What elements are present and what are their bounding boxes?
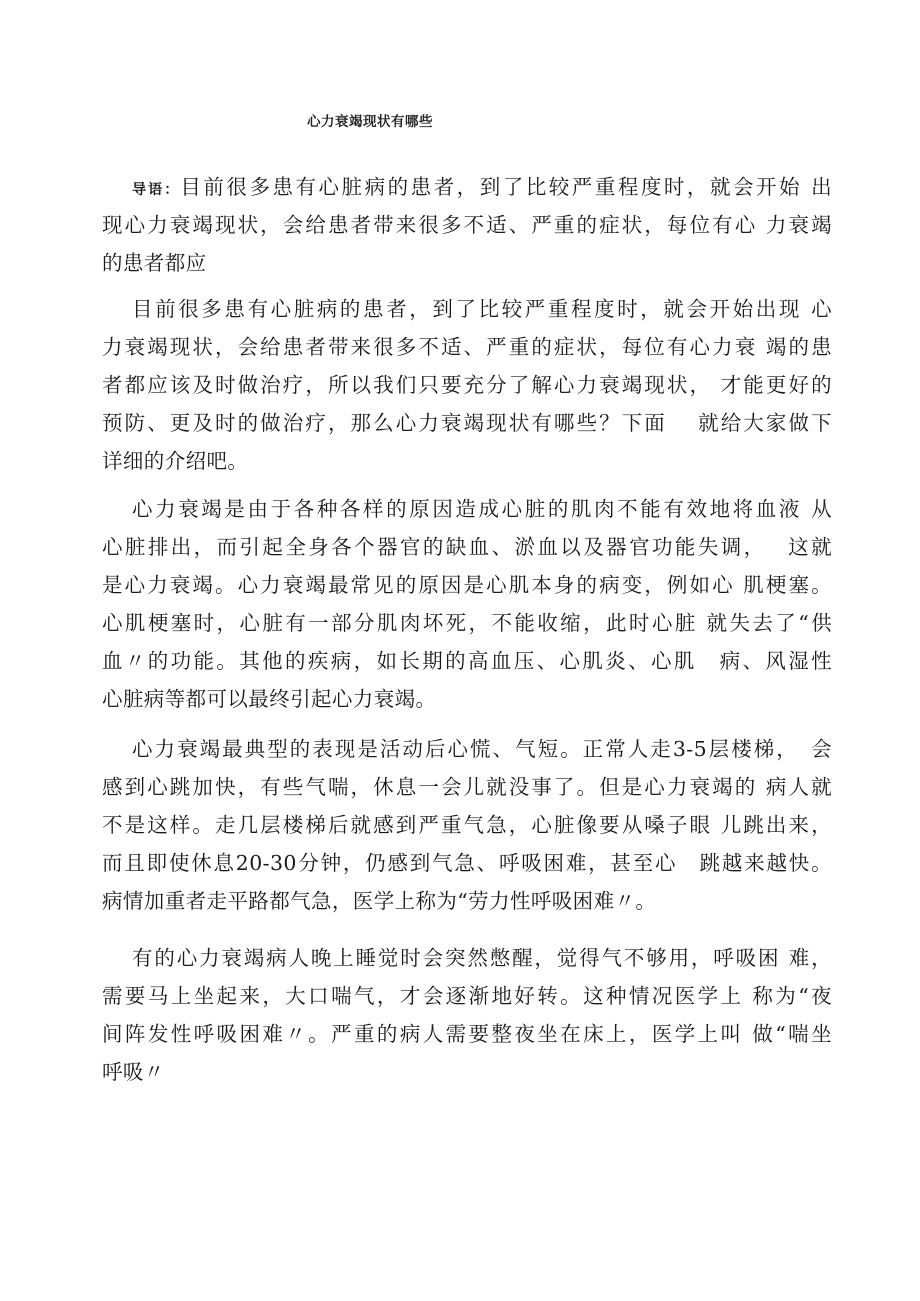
intro-line-3: 的患者都应 <box>102 251 207 275</box>
paragraph-line: 心脏病等都可以最终引起心力衰竭。 <box>102 687 437 711</box>
paragraph-line: 心脏排出，而引起全身各个器官的缺血、淤血以及器官功能失调， 这就 <box>102 535 832 559</box>
intro-line-1 <box>102 168 832 206</box>
paragraph-line: 详细的介绍吧。 <box>102 449 249 473</box>
paragraph-line: 心肌梗塞时，心脏有一部分肌肉坏死，不能收缩，此时心脏 就失去了“供 <box>102 611 832 635</box>
paragraph-4 <box>102 939 832 1091</box>
intro-label: 导语： <box>132 182 181 198</box>
paragraph-line: 者都应该及时做治疗，所以我们只要充分了解心力衰竭现状， 才能更好的 <box>102 373 832 397</box>
paragraph-line: 不是这样。走几层楼梯后就感到严重气急，心脏像要从嗓子眼 儿跳出来， <box>102 813 832 837</box>
paragraph-line: 呼吸〃 <box>102 1060 165 1084</box>
paragraph-1 <box>102 290 832 480</box>
paragraph-line: 力衰竭现状，会给患者带来很多不适、严重的症状，每位有心力衰 竭的患 <box>102 335 832 359</box>
paragraph-line: 感到心跳加快，有些气喘，休息一会儿就没事了。但是心力衰竭的 病人就 <box>102 775 832 799</box>
paragraph-line: 病情加重者走平路都气急，医学上称为“劳力性呼吸困难〃。 <box>102 889 657 913</box>
paragraph-2 <box>102 490 832 718</box>
document-title: 心力衰竭现状有哪些 <box>307 114 433 130</box>
intro-line-2: 现心力衰竭现状，会给患者带来很多不适、严重的症状，每位有心 力衰竭 <box>102 213 832 237</box>
paragraph-line: 心力衰竭是由于各种各样的原因造成心脏的肌肉不能有效地将血液 从 <box>132 497 832 521</box>
paragraph-line: 是心力衰竭。心力衰竭最常见的原因是心肌本身的病变，例如心 肌梗塞。 <box>102 573 832 597</box>
intro-line-1-text: 目前很多患有心脏病的患者，到了比较严重程度时，就会开始 出 <box>180 175 832 199</box>
paragraph-line: 目前很多患有心脏病的患者，到了比较严重程度时，就会开始出现 心 <box>132 297 832 321</box>
paragraph-line: 间阵发性呼吸困难〃。严重的病人需要整夜坐在床上，医学上叫 做“喘坐 <box>102 1022 832 1046</box>
paragraph-line: 有的心力衰竭病人晚上睡觉时会突然憋醒，觉得气不够用，呼吸困 难， <box>132 946 832 970</box>
paragraph-line: 需要马上坐起来，大口喘气，才会逐渐地好转。这种情况医学上 称为“夜 <box>102 984 832 1008</box>
paragraph-line: 而且即使休息20-30分钟，仍感到气急、呼吸困难，甚至心 跳越来越快。 <box>102 851 832 875</box>
intro-paragraph <box>102 168 832 282</box>
paragraph-line: 心力衰竭最典型的表现是活动后心慌、气短。正常人走3-5层楼梯， 会 <box>132 737 832 761</box>
paragraph-3 <box>102 730 832 920</box>
paragraph-line: 血〃的功能。其他的疾病，如长期的高血压、心肌炎、心肌 病、风湿性 <box>102 649 832 673</box>
paragraph-line: 预防、更及时的做治疗，那么心力衰竭现状有哪些？下面 就给大家做下 <box>102 411 832 435</box>
